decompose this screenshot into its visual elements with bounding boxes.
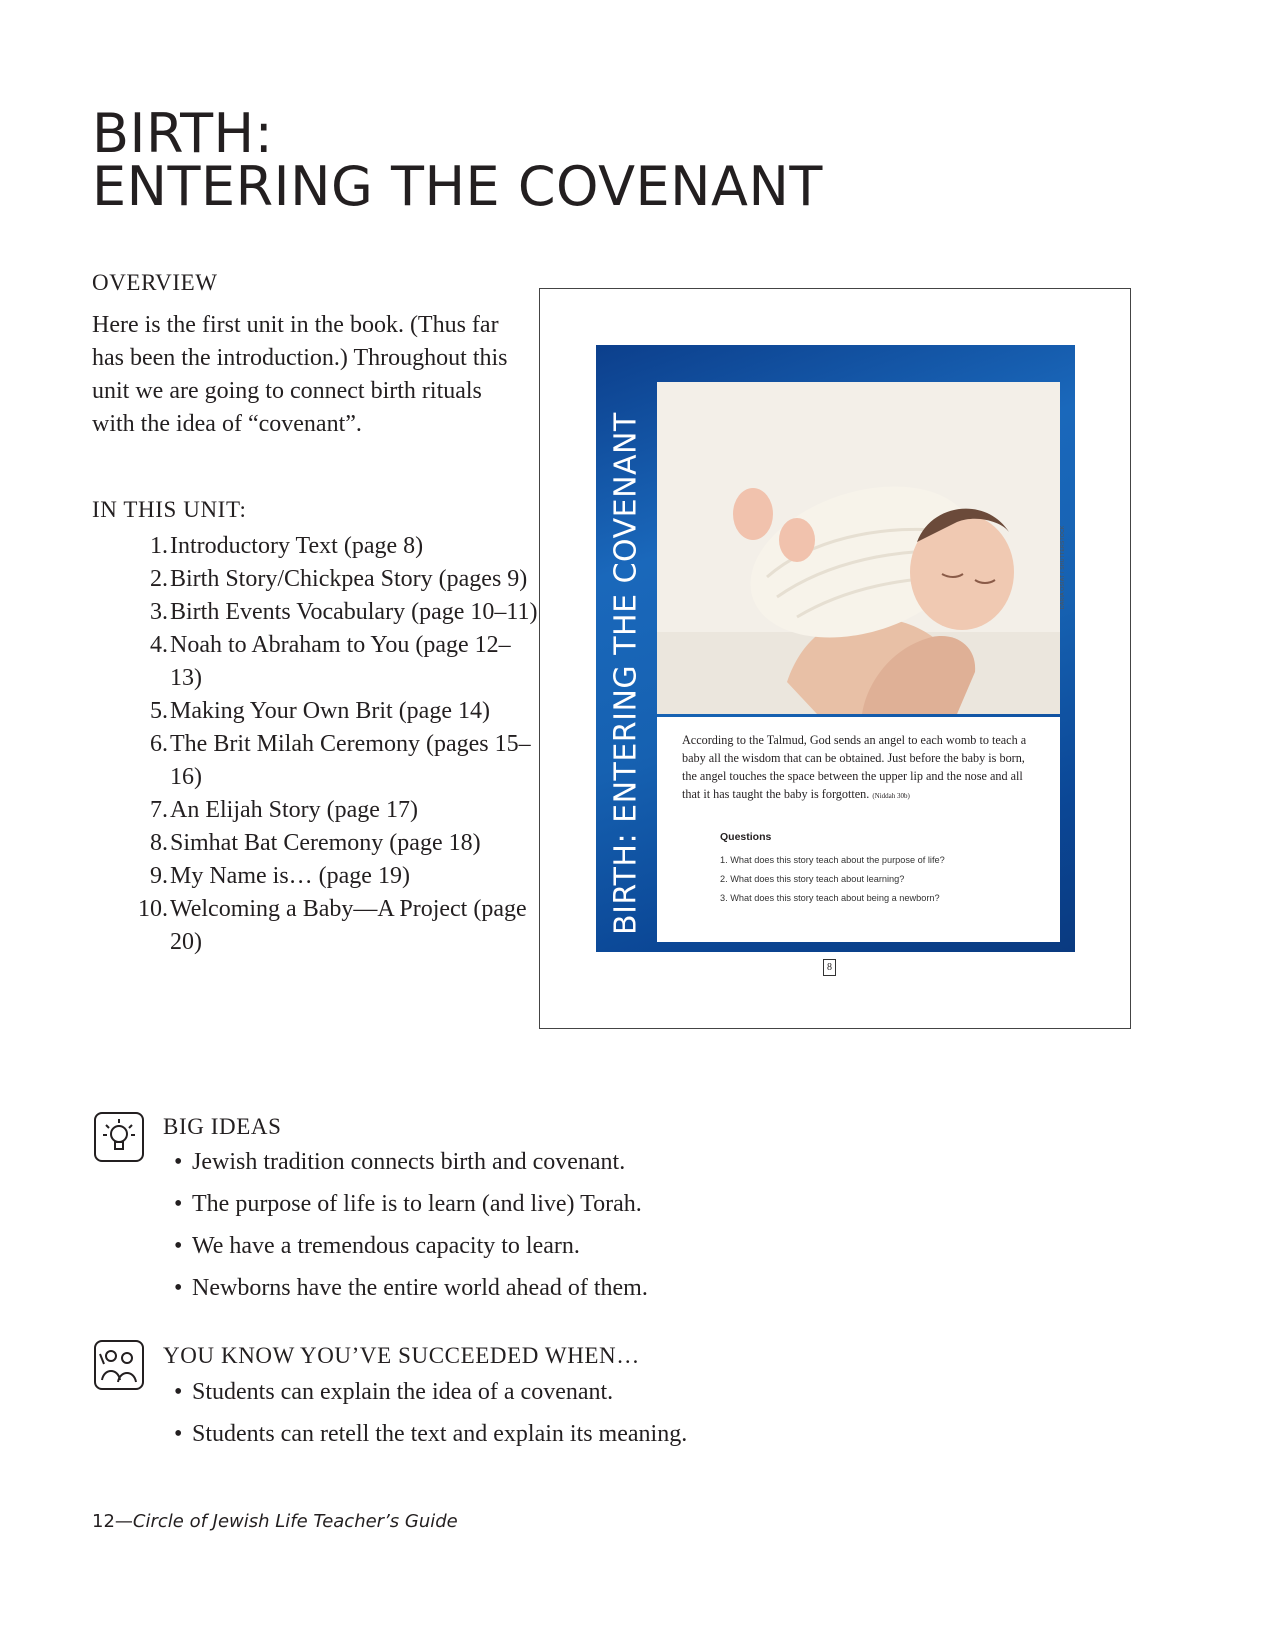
footer-page-number: 12— [92, 1511, 133, 1532]
newborn-photo [657, 382, 1060, 714]
list-item [120, 860, 540, 893]
list-item: 3. What does this story teach about being a newborn? [720, 893, 940, 903]
list-item-number: 1. [150, 533, 168, 559]
list-item-text: The Brit Milah Ceremony (pages 15–16) [170, 731, 531, 790]
list-item-text: Introductory Text (page 8) [170, 533, 424, 559]
footer-book-title: Circle of Jewish Life Teacher’s Guide [132, 1511, 458, 1532]
list-item-text: Welcoming a Baby—A Project (page 20) [170, 896, 527, 955]
list-item: 2. What does this story teach about learning? [720, 874, 905, 884]
list-item [120, 695, 540, 728]
page-footer [92, 1511, 458, 1532]
preview-page-number: 8 [823, 959, 836, 976]
students-icon [94, 1340, 144, 1390]
preview-citation: (Niddah 30b) [872, 792, 910, 800]
student-page-preview [539, 288, 1131, 1029]
preview-side-title: BIRTH: ENTERING THE COVENANT [608, 412, 644, 935]
list-item-number: 3. [150, 599, 168, 625]
list-item: • We have a tremendous capacity to learn. [174, 1225, 648, 1267]
preview-page [596, 345, 1075, 952]
title-line-1: BIRTH: [92, 102, 274, 165]
lightbulb-icon [94, 1112, 144, 1162]
list-item-text: Making Your Own Brit (page 14) [170, 698, 490, 724]
page-title [92, 102, 823, 218]
list-item-number: 2. [150, 566, 168, 592]
photo-credit: DARIA OSIAT / SHUTTERSTOCK [1060, 525, 1066, 609]
list-item [120, 530, 540, 563]
unit-list [120, 530, 540, 959]
list-item [120, 596, 540, 629]
list-item [120, 893, 540, 959]
list-item-number: 8. [150, 830, 168, 856]
preview-caption-text: According to the Talmud, God sends an angel to each womb to teach a baby all the wisdom that can be obtained. Just before the baby is born, the angel touches the space between the upper lip and the nose and all that it has taught the baby is forgotten. [682, 733, 1027, 801]
title-line-2: ENTERING THE COVENANT [92, 154, 823, 218]
list-item-text: Birth Events Vocabulary (page 10–11) [170, 599, 538, 625]
list-item-number: 6. [150, 731, 168, 757]
list-item: 1. What does this story teach about the purpose of life? [720, 855, 945, 865]
list-item-text: An Elijah Story (page 17) [170, 797, 418, 823]
preview-caption-panel [657, 717, 1060, 942]
newborn-illustration [657, 382, 1060, 714]
list-item-text: My Name is… (page 19) [170, 863, 410, 889]
preview-questions [720, 851, 945, 908]
list-item [120, 827, 540, 860]
list-item: • Jewish tradition connects birth and covenant. [174, 1141, 648, 1183]
list-item-text: Birth Story/Chickpea Story (pages 9) [170, 566, 528, 592]
big-ideas-list [174, 1141, 648, 1309]
list-item: • Students can explain the idea of a covenant. [174, 1371, 687, 1413]
list-item-number: 7. [150, 797, 168, 823]
big-ideas-heading: BIG IDEAS [163, 1114, 282, 1139]
success-heading: YOU KNOW YOU’VE SUCCEEDED WHEN… [163, 1343, 640, 1368]
unit-heading: IN THIS UNIT: [92, 497, 247, 522]
list-item-number: 4. [150, 632, 168, 658]
list-item-number: 10. [138, 896, 168, 922]
list-item-number: 5. [150, 698, 168, 724]
list-item-number: 9. [150, 863, 168, 889]
preview-caption [682, 731, 1042, 805]
overview-text: Here is the first unit in the book. (Thus far has been the introduction.) Throughout this unit we are going to connect birth rituals with the idea of “covenant”. [92, 312, 508, 437]
list-item-text: Simhat Bat Ceremony (page 18) [170, 830, 481, 856]
list-item [120, 728, 540, 794]
list-item [120, 794, 540, 827]
list-item [120, 563, 540, 596]
success-list [174, 1371, 687, 1455]
list-item: • Newborns have the entire world ahead of them. [174, 1267, 648, 1309]
list-item-text: Noah to Abraham to You (page 12–13) [170, 632, 511, 691]
list-item: • The purpose of life is to learn (and live) Torah. [174, 1183, 648, 1225]
overview-heading: OVERVIEW [92, 270, 218, 295]
list-item [120, 629, 540, 695]
list-item: • Students can retell the text and explain its meaning. [174, 1413, 687, 1455]
preview-questions-heading: Questions [720, 831, 772, 843]
